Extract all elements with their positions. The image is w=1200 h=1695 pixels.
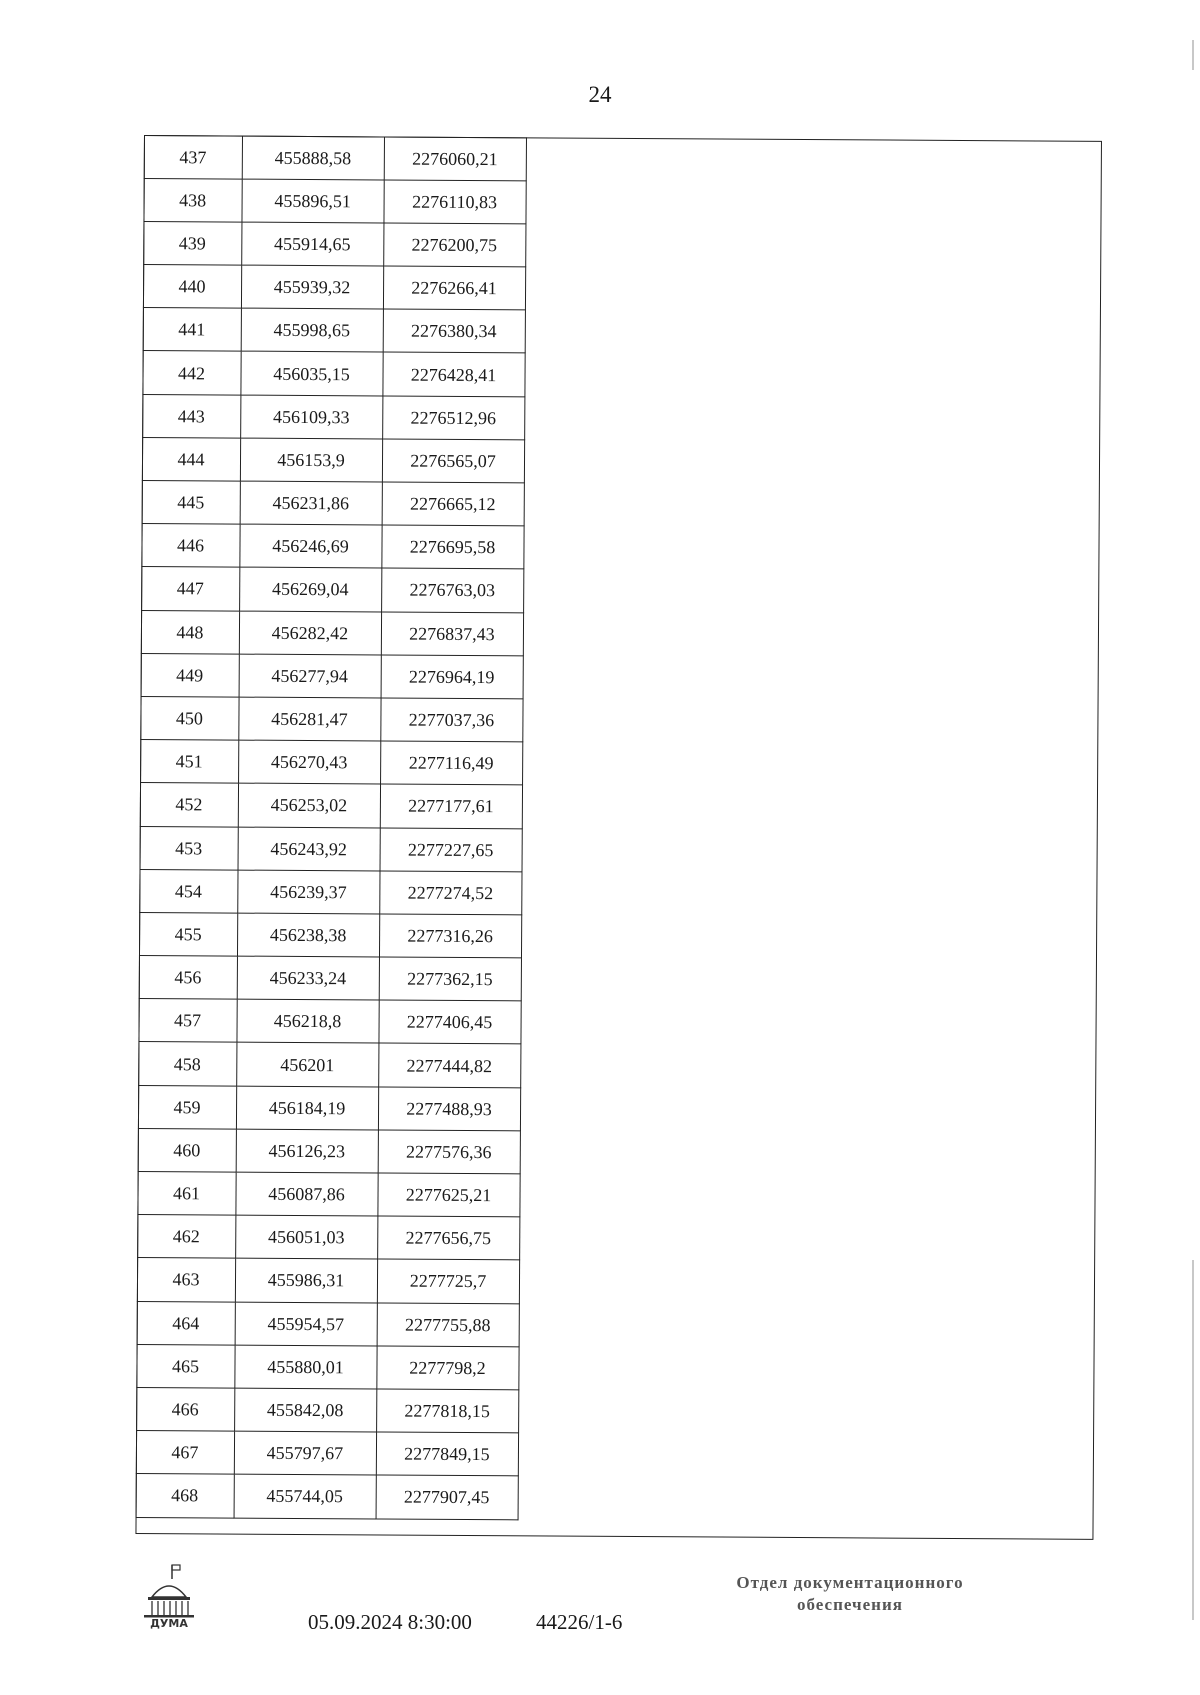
point-number-cell: 459 [138,1085,236,1129]
x-coordinate-cell: 455797,67 [234,1431,376,1475]
table-row [139,956,521,1002]
point-number-cell: 450 [140,696,238,740]
x-coordinate-cell: 456269,04 [239,567,381,611]
y-coordinate-cell: 2277625,21 [377,1173,519,1217]
y-coordinate-cell: 2277576,36 [378,1130,520,1174]
department-line-1: Отдел документационного [736,1573,964,1592]
point-number-cell: 465 [136,1344,234,1388]
x-coordinate-cell: 456243,92 [238,827,380,871]
x-coordinate-cell: 456270,43 [238,740,380,784]
table-row [144,135,526,181]
table-row [137,1171,519,1217]
y-coordinate-cell: 2276266,41 [383,266,525,310]
point-number-cell: 448 [141,610,239,654]
point-number-cell: 452 [140,783,238,827]
scan-edge-mark [1192,40,1194,70]
table-row [141,610,523,656]
table-row [136,1344,518,1390]
table-row [140,696,522,742]
point-number-cell: 444 [142,437,240,481]
x-coordinate-cell: 456238,38 [237,913,379,957]
coordinates-frame [135,135,1102,1540]
point-number-cell: 462 [137,1215,235,1259]
point-number-cell: 438 [143,178,241,222]
y-coordinate-cell: 2276110,83 [383,180,525,224]
y-coordinate-cell: 2277798,2 [376,1346,518,1390]
x-coordinate-cell: 455896,51 [241,179,383,223]
x-coordinate-cell: 455842,08 [234,1388,376,1432]
y-coordinate-cell: 2276060,21 [384,136,526,180]
table-row [137,1215,519,1261]
table-row [140,826,522,872]
point-number-cell: 454 [139,869,237,913]
table-row [140,783,522,829]
x-coordinate-cell: 456277,94 [239,654,381,698]
x-coordinate-cell: 456201 [236,1043,378,1087]
table-row [139,869,521,915]
point-number-cell: 446 [141,524,239,568]
footer-department-stamp [700,1572,1000,1616]
y-coordinate-cell: 2277037,36 [380,698,522,742]
y-coordinate-cell: 2276695,58 [381,525,523,569]
y-coordinate-cell: 2277362,15 [379,957,521,1001]
table-row [142,480,524,526]
y-coordinate-cell: 2277227,65 [380,827,522,871]
table-row [138,999,520,1045]
table-row [137,1258,519,1304]
table-row [142,437,524,483]
x-coordinate-cell: 455939,32 [241,265,383,309]
y-coordinate-cell: 2277907,45 [376,1475,518,1519]
y-coordinate-cell: 2277177,61 [380,784,522,828]
table-row [136,1474,518,1520]
point-number-cell: 463 [137,1258,235,1302]
page-number: 24 [588,82,612,107]
table-row [138,1042,520,1088]
x-coordinate-cell: 456109,33 [240,395,382,439]
point-number-cell: 466 [136,1387,234,1431]
x-coordinate-cell: 456239,37 [237,870,379,914]
coordinates-table-body [136,135,526,1519]
y-coordinate-cell: 2276200,75 [383,223,525,267]
y-coordinate-cell: 2276763,03 [381,568,523,612]
point-number-cell: 455 [139,912,237,956]
y-coordinate-cell: 2276964,19 [381,655,523,699]
table-row [143,308,525,354]
y-coordinate-cell: 2277656,75 [377,1216,519,1260]
x-coordinate-cell: 455998,65 [241,308,383,352]
point-number-cell: 468 [136,1474,234,1518]
point-number-cell: 447 [141,567,239,611]
table-row [141,524,523,570]
footer-date: 05.09.2024 8:30:00 [308,1610,472,1634]
point-number-cell: 440 [143,265,241,309]
point-number-cell: 441 [143,308,241,352]
x-coordinate-cell: 455880,01 [234,1345,376,1389]
table-row [143,178,525,224]
y-coordinate-cell: 2277406,45 [378,1000,520,1044]
scan-edge-mark [1192,1260,1194,1620]
table-row [136,1431,518,1477]
point-number-cell: 457 [138,999,236,1043]
table-row [139,912,521,958]
x-coordinate-cell: 455986,31 [235,1258,377,1302]
y-coordinate-cell: 2277316,26 [379,914,521,958]
y-coordinate-cell: 2277444,82 [378,1043,520,1087]
y-coordinate-cell: 2276380,34 [383,309,525,353]
point-number-cell: 461 [137,1171,235,1215]
x-coordinate-cell: 455888,58 [242,136,384,180]
x-coordinate-cell: 455954,57 [235,1302,377,1346]
point-number-cell: 467 [136,1431,234,1475]
y-coordinate-cell: 2277725,7 [377,1259,519,1303]
x-coordinate-cell: 456087,86 [235,1172,377,1216]
x-coordinate-cell: 456233,24 [237,956,379,1000]
point-number-cell: 442 [142,351,240,395]
table-row [138,1085,520,1131]
table-row [142,394,524,440]
table-row [143,221,525,267]
point-number-cell: 449 [141,653,239,697]
y-coordinate-cell: 2277274,52 [379,871,521,915]
point-number-cell: 451 [140,740,238,784]
x-coordinate-cell: 456281,47 [238,697,380,741]
point-number-cell: 437 [144,135,242,179]
duma-emblem-icon [138,1563,200,1629]
table-row [138,1128,520,1174]
x-coordinate-cell: 456184,19 [236,1086,378,1130]
y-coordinate-cell: 2277849,15 [376,1432,518,1476]
point-number-cell: 460 [138,1128,236,1172]
table-row [141,567,523,613]
point-number-cell: 456 [139,956,237,1000]
point-number-cell: 453 [140,826,238,870]
y-coordinate-cell: 2277116,49 [380,741,522,785]
y-coordinate-cell: 2277488,93 [378,1087,520,1131]
x-coordinate-cell: 456246,69 [239,524,381,568]
y-coordinate-cell: 2276428,41 [382,352,524,396]
coordinates-table [135,134,526,1519]
duma-emblem-text: ДУМА [150,1617,188,1629]
y-coordinate-cell: 2277818,15 [376,1389,518,1433]
point-number-cell: 443 [142,394,240,438]
y-coordinate-cell: 2276512,96 [382,396,524,440]
point-number-cell: 458 [138,1042,236,1086]
point-number-cell: 439 [143,221,241,265]
x-coordinate-cell: 456282,42 [239,611,381,655]
table-row [136,1387,518,1433]
x-coordinate-cell: 455914,65 [241,222,383,266]
table-row [137,1301,519,1347]
x-coordinate-cell: 456126,23 [236,1129,378,1173]
y-coordinate-cell: 2276837,43 [381,612,523,656]
table-row [143,265,525,311]
footer-doc-code: 44226/1-6 [536,1610,623,1634]
x-coordinate-cell: 456218,8 [236,999,378,1043]
table-row [141,653,523,699]
point-number-cell: 445 [142,480,240,524]
x-coordinate-cell: 456253,02 [238,783,380,827]
x-coordinate-cell: 455744,05 [234,1474,376,1518]
y-coordinate-cell: 2277755,88 [377,1303,519,1347]
y-coordinate-cell: 2276665,12 [382,482,524,526]
department-line-2: обеспечения [797,1595,903,1614]
x-coordinate-cell: 456231,86 [240,481,382,525]
point-number-cell: 464 [137,1301,235,1345]
x-coordinate-cell: 456153,9 [240,438,382,482]
table-row [140,740,522,786]
x-coordinate-cell: 456051,03 [235,1215,377,1259]
x-coordinate-cell: 456035,15 [240,352,382,396]
table-row [142,351,524,397]
y-coordinate-cell: 2276565,07 [382,439,524,483]
